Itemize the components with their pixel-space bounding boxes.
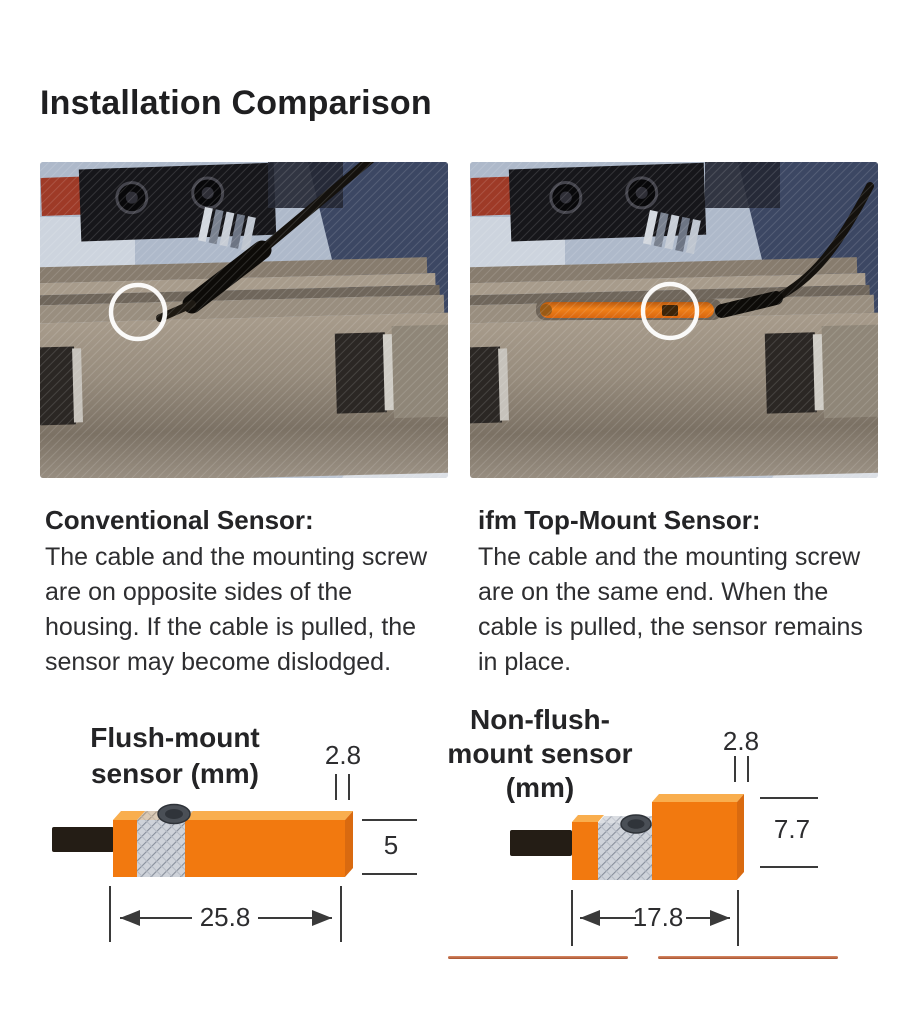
caption-body-line: are on opposite sides of the [45, 578, 353, 606]
caption-heading: ifm Top-Mount Sensor: [478, 505, 761, 535]
arrowhead-right [710, 910, 730, 926]
arrowhead-left [120, 910, 140, 926]
cable [52, 827, 114, 852]
dim-length: 17.8 [632, 902, 684, 932]
diagram-title: Non-flush- mount sensor (mm) [447, 704, 633, 803]
photo-ifm-top-mount-sensor-image [470, 162, 878, 478]
caption-heading: Conventional Sensor: [45, 505, 314, 535]
dim-width: 2.8 [722, 726, 760, 756]
dim-height: 5 [383, 830, 399, 860]
diagram-flush-mount-sensor [40, 690, 460, 980]
accent-rule-left [448, 956, 628, 959]
print-texture-overlay [470, 162, 878, 478]
caption-body-line: The cable and the mounting screw [478, 543, 861, 571]
caption-body-line: housing. If the cable is pulled, the [45, 613, 417, 641]
caption-body-line: sensor may become dislodged. [45, 648, 392, 676]
diagram-non-flush-mount-sensor [440, 690, 880, 980]
caption-body-line: The cable and the mounting screw [45, 543, 428, 571]
dim-width: 2.8 [324, 740, 362, 770]
caption-body-line: are on the same end. When the [478, 578, 829, 606]
caption-conventional-sensor [45, 503, 469, 680]
accent-rule-right [658, 956, 838, 959]
cable [510, 830, 572, 856]
photo-conventional-sensor [40, 162, 448, 478]
print-texture-overlay [40, 162, 448, 478]
caption-ifm-top-mount-sensor [478, 503, 902, 680]
sensor-body [52, 805, 353, 878]
diagram-title: Flush-mount sensor (mm) [90, 722, 260, 789]
caption-body-line: cable is pulled, the sensor remains [478, 613, 863, 641]
arrowhead-right [312, 910, 332, 926]
photo-conventional-sensor-image [40, 162, 448, 478]
photo-ifm-top-mount-sensor [470, 162, 878, 478]
dim-length: 25.8 [199, 902, 251, 932]
sensor-body [510, 794, 744, 880]
caption-body-line: in place. [478, 648, 572, 676]
page-title: Installation Comparison [40, 84, 432, 122]
non-flush-sensing-head [652, 802, 737, 880]
arrowhead-left [580, 910, 600, 926]
dim-height: 7.7 [773, 814, 811, 844]
knurled-mounting-band [137, 820, 185, 877]
